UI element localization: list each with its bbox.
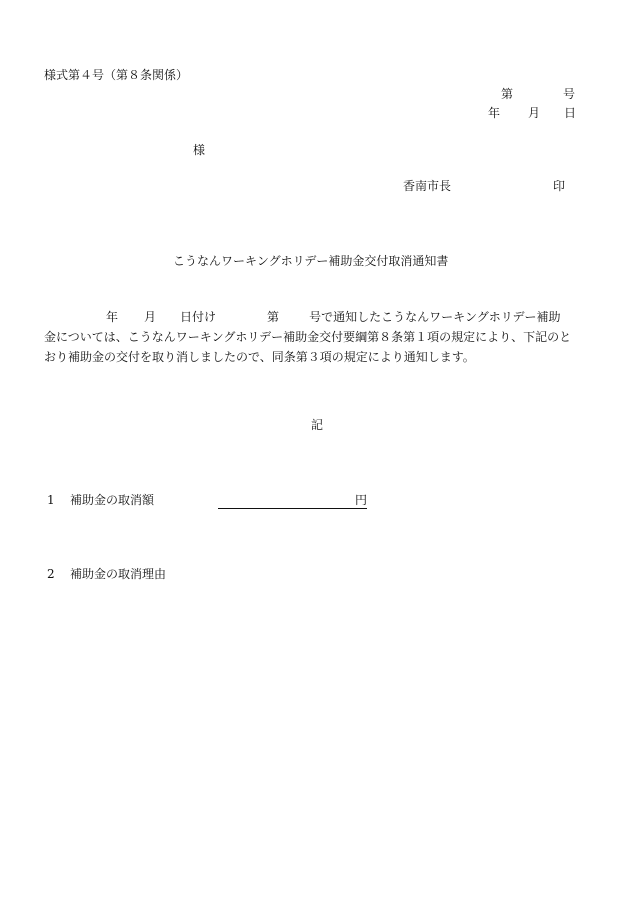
body-line-1 — [44, 307, 592, 327]
seal-mark: 印 — [553, 179, 566, 193]
body-line-1-rest: 号で通知したこうなんワーキングホリデー補助 — [309, 310, 561, 324]
form-number: 様式第４号（第８条関係） — [44, 68, 189, 82]
document-number-suffix: 号 — [563, 87, 576, 101]
item-1-label: 補助金の取消額 — [70, 493, 155, 507]
issuer-name: 香南市長 — [403, 179, 452, 193]
item-2-label: 補助金の取消理由 — [70, 567, 167, 581]
body-line-2: 金については、こうなんワーキングホリデー補助金交付要綱第８条第１項の規定により、下記のと — [44, 330, 572, 344]
item-1-number: 1 — [47, 493, 55, 507]
ki-heading: 記 — [311, 418, 324, 432]
document-title: こうなんワーキングホリデー補助金交付取消通知書 — [173, 254, 449, 268]
item-1-unit: 円 — [355, 493, 368, 507]
body-month: 月 — [144, 310, 157, 324]
body-dated: 日付け — [180, 310, 217, 324]
body-line-3: おり補助金の交付を取り消しましたので、同条第３項の規定により通知します。 — [44, 350, 475, 364]
body-year: 年 — [106, 310, 119, 324]
issue-date-month: 月 — [528, 106, 541, 120]
cancel-amount-blank — [218, 494, 355, 509]
notice-body — [44, 307, 592, 367]
recipient-honorific: 様 — [193, 143, 206, 157]
item-2-number: 2 — [47, 567, 55, 581]
body-number-prefix: 第 — [267, 310, 280, 324]
issue-date-year: 年 — [488, 106, 501, 120]
issue-date-day: 日 — [564, 106, 577, 120]
document-number-prefix: 第 — [501, 87, 514, 101]
